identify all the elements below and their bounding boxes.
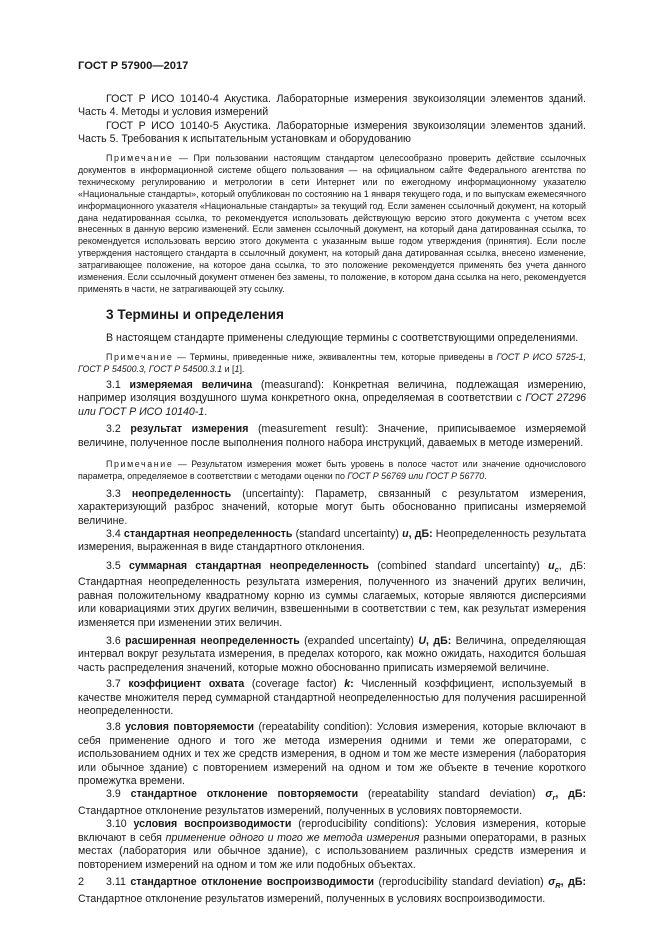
term-text: Стандартное отклонение результатов измерений, полученных в условиях повторяемости. [78, 805, 523, 817]
term-number: 3.9 [106, 788, 131, 801]
term-text: Стандартная неопределенность результата измерения, полученного из значений других величин, равная положительному квадратному корню из суммы слагаемых, которые являются дисперсиями или ковариациями этих других величин, взвешенными в соответствии с тем, как результат измерения изменяется при изменении этих величин. [78, 576, 586, 629]
unit: , дБ: [426, 635, 452, 648]
term-definitions [78, 379, 586, 906]
standard-reference: ГОСТ 27296 [525, 392, 586, 405]
unit: , дБ: [558, 559, 587, 572]
term-3-9 [78, 788, 586, 818]
term-text: Численный коэффициент, используемый в качестве множителя перед суммарной стандартной неопределенностью для получения расширенной неопределенности. [78, 678, 586, 718]
note-label: Примечание [106, 352, 174, 362]
term-3-7 [78, 678, 586, 718]
term-text: Величина, определяющая интервал вокруг результата измерения, в пределах которого, как можно ожидать, находится большая часть распределения значений, которые можно обоснованно приписать измеряемой величине. [78, 635, 586, 674]
symbol: σ [548, 876, 556, 889]
standard-reference: ГОСТ Р ИСО 10140-1 [98, 405, 205, 418]
standard-reference: ГОСТ Р 56769 [347, 470, 406, 481]
term-3-11 [78, 876, 586, 906]
term-text: (coverage factor) [244, 678, 345, 691]
references-note [78, 153, 586, 296]
symbol-subscript: r [552, 793, 556, 803]
term-3-6 [78, 635, 586, 675]
note-text: или [405, 470, 426, 481]
section-intro-block [78, 332, 586, 345]
term-3-3 [78, 488, 586, 528]
normative-references [78, 93, 586, 147]
term-name: суммарная стандартная неопределенность [129, 559, 369, 572]
unit: , дБ: [555, 788, 586, 801]
term-text: (uncertainty): Параметр, связанный с результатом измерения, характеризующий разброс значений, которые могут быть обоснованно приписаны измеряемой величине. [78, 487, 586, 527]
symbol: u [402, 528, 409, 541]
term-name: измеряемая величина [129, 379, 253, 391]
term-3-5 [78, 560, 586, 630]
unit: , дБ: [408, 528, 433, 541]
term-text: (measurement result): Значение, приписываемое измеряемой величине, полученное после выполнения полного набора инструкций, даваемых в методе измерений. [78, 423, 586, 449]
standard-reference: ГОСТ Р ИСО 5725-1, ГОСТ Р 54500.3, ГОСТ Р 54500.3.1 [78, 352, 586, 374]
symbol: σ [545, 788, 553, 801]
term-text: (repeatability condition): Условия измерения, которые включают в себя применение одного и того же метода измерения одними и теми же операторами, с использованием одних и тех же средств измерения, в одном и том же месте измерения (лаборатория или обычное здание) с повторением измерений на одном и том же объекте в течение короткого промежутка времени. [78, 721, 586, 788]
unit: : [350, 678, 354, 691]
note-text: . [484, 470, 487, 481]
term-text: (reproducibility conditions): Условия измерения, которые включают в себя [78, 818, 586, 844]
bibliography-reference: 1 [234, 363, 240, 374]
term-text: . [204, 405, 208, 418]
term-number: 3.3 [106, 487, 132, 500]
term-3-4 [78, 528, 586, 555]
note-text: и [ [222, 363, 235, 374]
term-text-emphasis: применение одного и того же метода измерения [165, 831, 420, 844]
term-number: 3.10 [106, 818, 134, 831]
term-number: 3.6 [106, 635, 126, 648]
term-text: (measurand): Конкретная величина, подлежащая измерению, например изоляция воздушного шума конкретного окна, определяемая в соответствии с [78, 379, 587, 405]
term-name: стандартное отклонение воспроизводимости [130, 876, 375, 889]
term-name: коэффициент охвата [128, 678, 245, 691]
term-name: результат измерения [130, 423, 249, 436]
unit: , дБ: [560, 876, 586, 889]
term-number: 3.8 [106, 721, 126, 734]
symbol: U [418, 635, 427, 648]
note-text: — При пользовании настоящим стандартом целесообразно проверить действие ссылочных документов в информационной системе общего пользования — на официальном сайте Федерального агентства по техническому регулированию и метрологии в сети Интернет или по ежегодному информационному указателю «Национальные стандарты», который опубликован по состоянию на 1 января текущего года, и по выпускам ежемесячного информационного указателя «Национальные стандарты» за текущий год. Если заменен ссылочный документ, на который дана недатированная ссылка, то рекомендуется использовать действующую версию этого документа с учетом всех внесенных в данную версию изменений. Если заменен ссылочный документ, на который дана датированная ссылка, то рекомендуется использовать версию этого документа с указанным выше годом утверждения (принятия). Если после утверждения настоящего стандарта в ссылочный документ, на который дана датированная ссылка, внесено изменение, затрагивающее положение, на которое дана ссылка, то это положение рекомендуется применять без учета данного изменения. Если ссылочный документ отменен без замены, то положение, в котором дана ссылка на него, рекомендуется применять в части, не затрагивающей эту ссылку. [78, 153, 586, 294]
term-number: 3.1 [106, 379, 130, 391]
term-text: (standard uncertainty) [292, 528, 403, 541]
term-text: (repeatability standard deviation) [358, 788, 546, 801]
term-name: стандартная неопределенность [123, 528, 293, 541]
term-name: неопределенность [131, 487, 232, 500]
term-number: 3.4 [106, 528, 124, 541]
symbol: u [548, 559, 555, 572]
term-number: 3.11 [106, 876, 131, 889]
term-number: 3.7 [106, 678, 129, 691]
note-text: — Результатом измерения может быть уровень в полосе частот или значение одночислового параметра, определяемое в соответствии с методами оценки по [78, 459, 586, 481]
section-intro: В настоящем стандарте применены следующие термины с соответствующими определениями. [106, 332, 579, 344]
term-3-8 [78, 721, 586, 788]
term-number: 3.5 [106, 559, 130, 572]
term-text: (expanded uncertainty) [299, 635, 419, 648]
term-text: (combined standard uncertainty) [368, 559, 549, 572]
note-label: Примечание [106, 459, 174, 470]
term-3-10 [78, 818, 586, 872]
reference-item: ГОСТ Р ИСО 10140-5 Акустика. Лабораторные измерения звукоизоляции элементов зданий. Часть 5. Требования к испытательным установкам и оборудованию [78, 119, 586, 146]
reference-item: ГОСТ Р ИСО 10140-4 Акустика. Лабораторные измерения звукоизоляции элементов зданий. Часть 4. Методы и условия измерений [78, 93, 586, 119]
term-text: или [78, 405, 99, 418]
term-name: стандартное отклонение повторяемости [130, 788, 359, 801]
term-name: условия повторяемости [125, 721, 255, 734]
term-text: Неопределенность результата измерения, выраженная в виде стандартного отклонения. [78, 528, 586, 554]
section-note [78, 352, 586, 376]
note-label: Примечание [106, 153, 174, 163]
term-number: 3.2 [106, 423, 131, 436]
note-text: — Термины, приведенные ниже, эквивалентны тем, которые приведены в [173, 352, 497, 362]
term-text: (reproducibility standard deviation) [374, 876, 549, 889]
term-text: Стандартное отклонение результатов измерений, полученных в условиях воспроизводимости. [78, 892, 546, 905]
term-3-1 [78, 379, 586, 419]
term-text: разными операторами, в разных местах (лаборатория или обычное здание), с использованием различных средств измерения и повторением измерений на одном и том же или подобных объектах. [78, 831, 586, 871]
standard-reference: ГОСТ Р 56770 [425, 470, 485, 481]
term-note [78, 459, 586, 483]
term-3-2 [78, 423, 586, 450]
symbol-subscript: c [554, 564, 559, 574]
note-text: ]. [239, 363, 245, 374]
page-number: 2 [78, 876, 85, 888]
section-title: 3 Термины и определения [106, 307, 284, 322]
symbol: k [344, 678, 351, 691]
symbol-subscript: R [555, 881, 561, 891]
page-header-title: ГОСТ Р 57900—2017 [78, 60, 189, 72]
term-name: расширенная неопределенность [125, 635, 300, 648]
term-name: условия воспроизводимости [133, 818, 292, 831]
